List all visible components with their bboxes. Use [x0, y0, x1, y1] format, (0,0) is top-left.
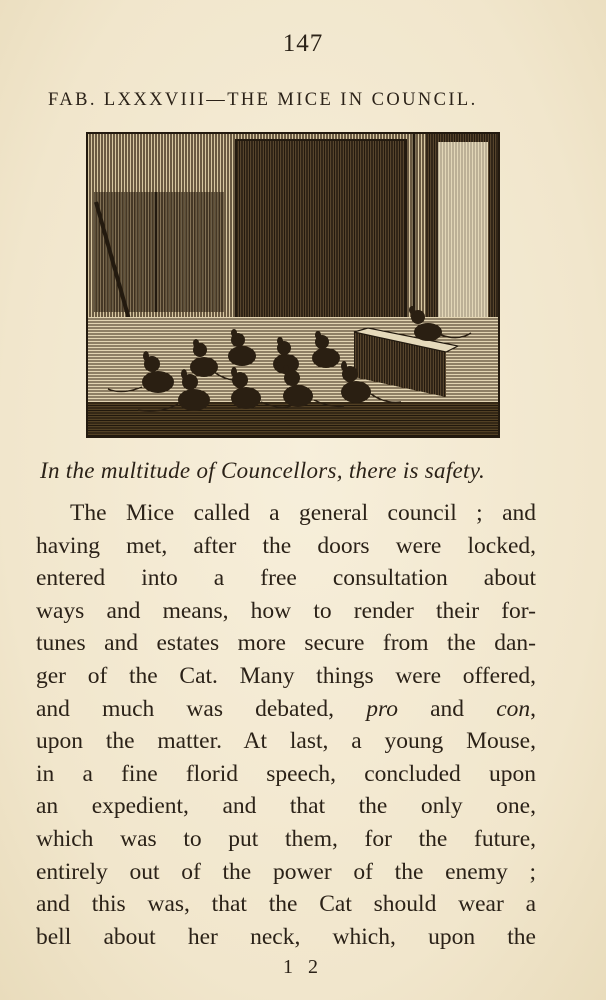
body-line: which was to put them, for the future,: [36, 825, 536, 852]
body-line: upon the matter. At last, a young Mouse,: [36, 728, 536, 755]
body-line: entirely out of the power of the enemy ;: [36, 858, 536, 885]
body-line: bell about her neck, which, upon the: [36, 923, 536, 950]
fable-body: [36, 497, 536, 953]
body-line: an expedient, and that the only one,: [36, 793, 536, 820]
page-number: 147: [282, 30, 324, 57]
body-line: entered into a free consultation about: [36, 565, 536, 592]
body-line: in a fine florid speech, concluded upon: [36, 760, 536, 787]
body-line: and much was debated, pro and con,: [36, 695, 536, 722]
emphasis-word: pro: [366, 695, 398, 722]
body-line: ger of the Cat. Many things were offered,: [36, 662, 536, 689]
body-line: The Mice called a general council ; and: [70, 500, 536, 526]
fable-title: FAB. LXXXVIII—THE MICE IN COUNCIL.: [48, 90, 478, 110]
mice-in-council-image: [86, 132, 500, 438]
body-line: and this was, that the Cat should wear a: [36, 891, 536, 918]
epigraph: In the multitude of Councellors, there is safety.: [40, 458, 486, 483]
body-line: having met, after the doors were locked,: [36, 532, 536, 559]
body-line: ways and means, how to render their for-: [36, 597, 536, 624]
emphasis-word: con: [496, 695, 531, 722]
woodcut-illustration: [86, 132, 500, 438]
signature-mark: 1 2: [283, 956, 323, 978]
body-line: tunes and estates more secure from the dan-: [36, 630, 536, 657]
